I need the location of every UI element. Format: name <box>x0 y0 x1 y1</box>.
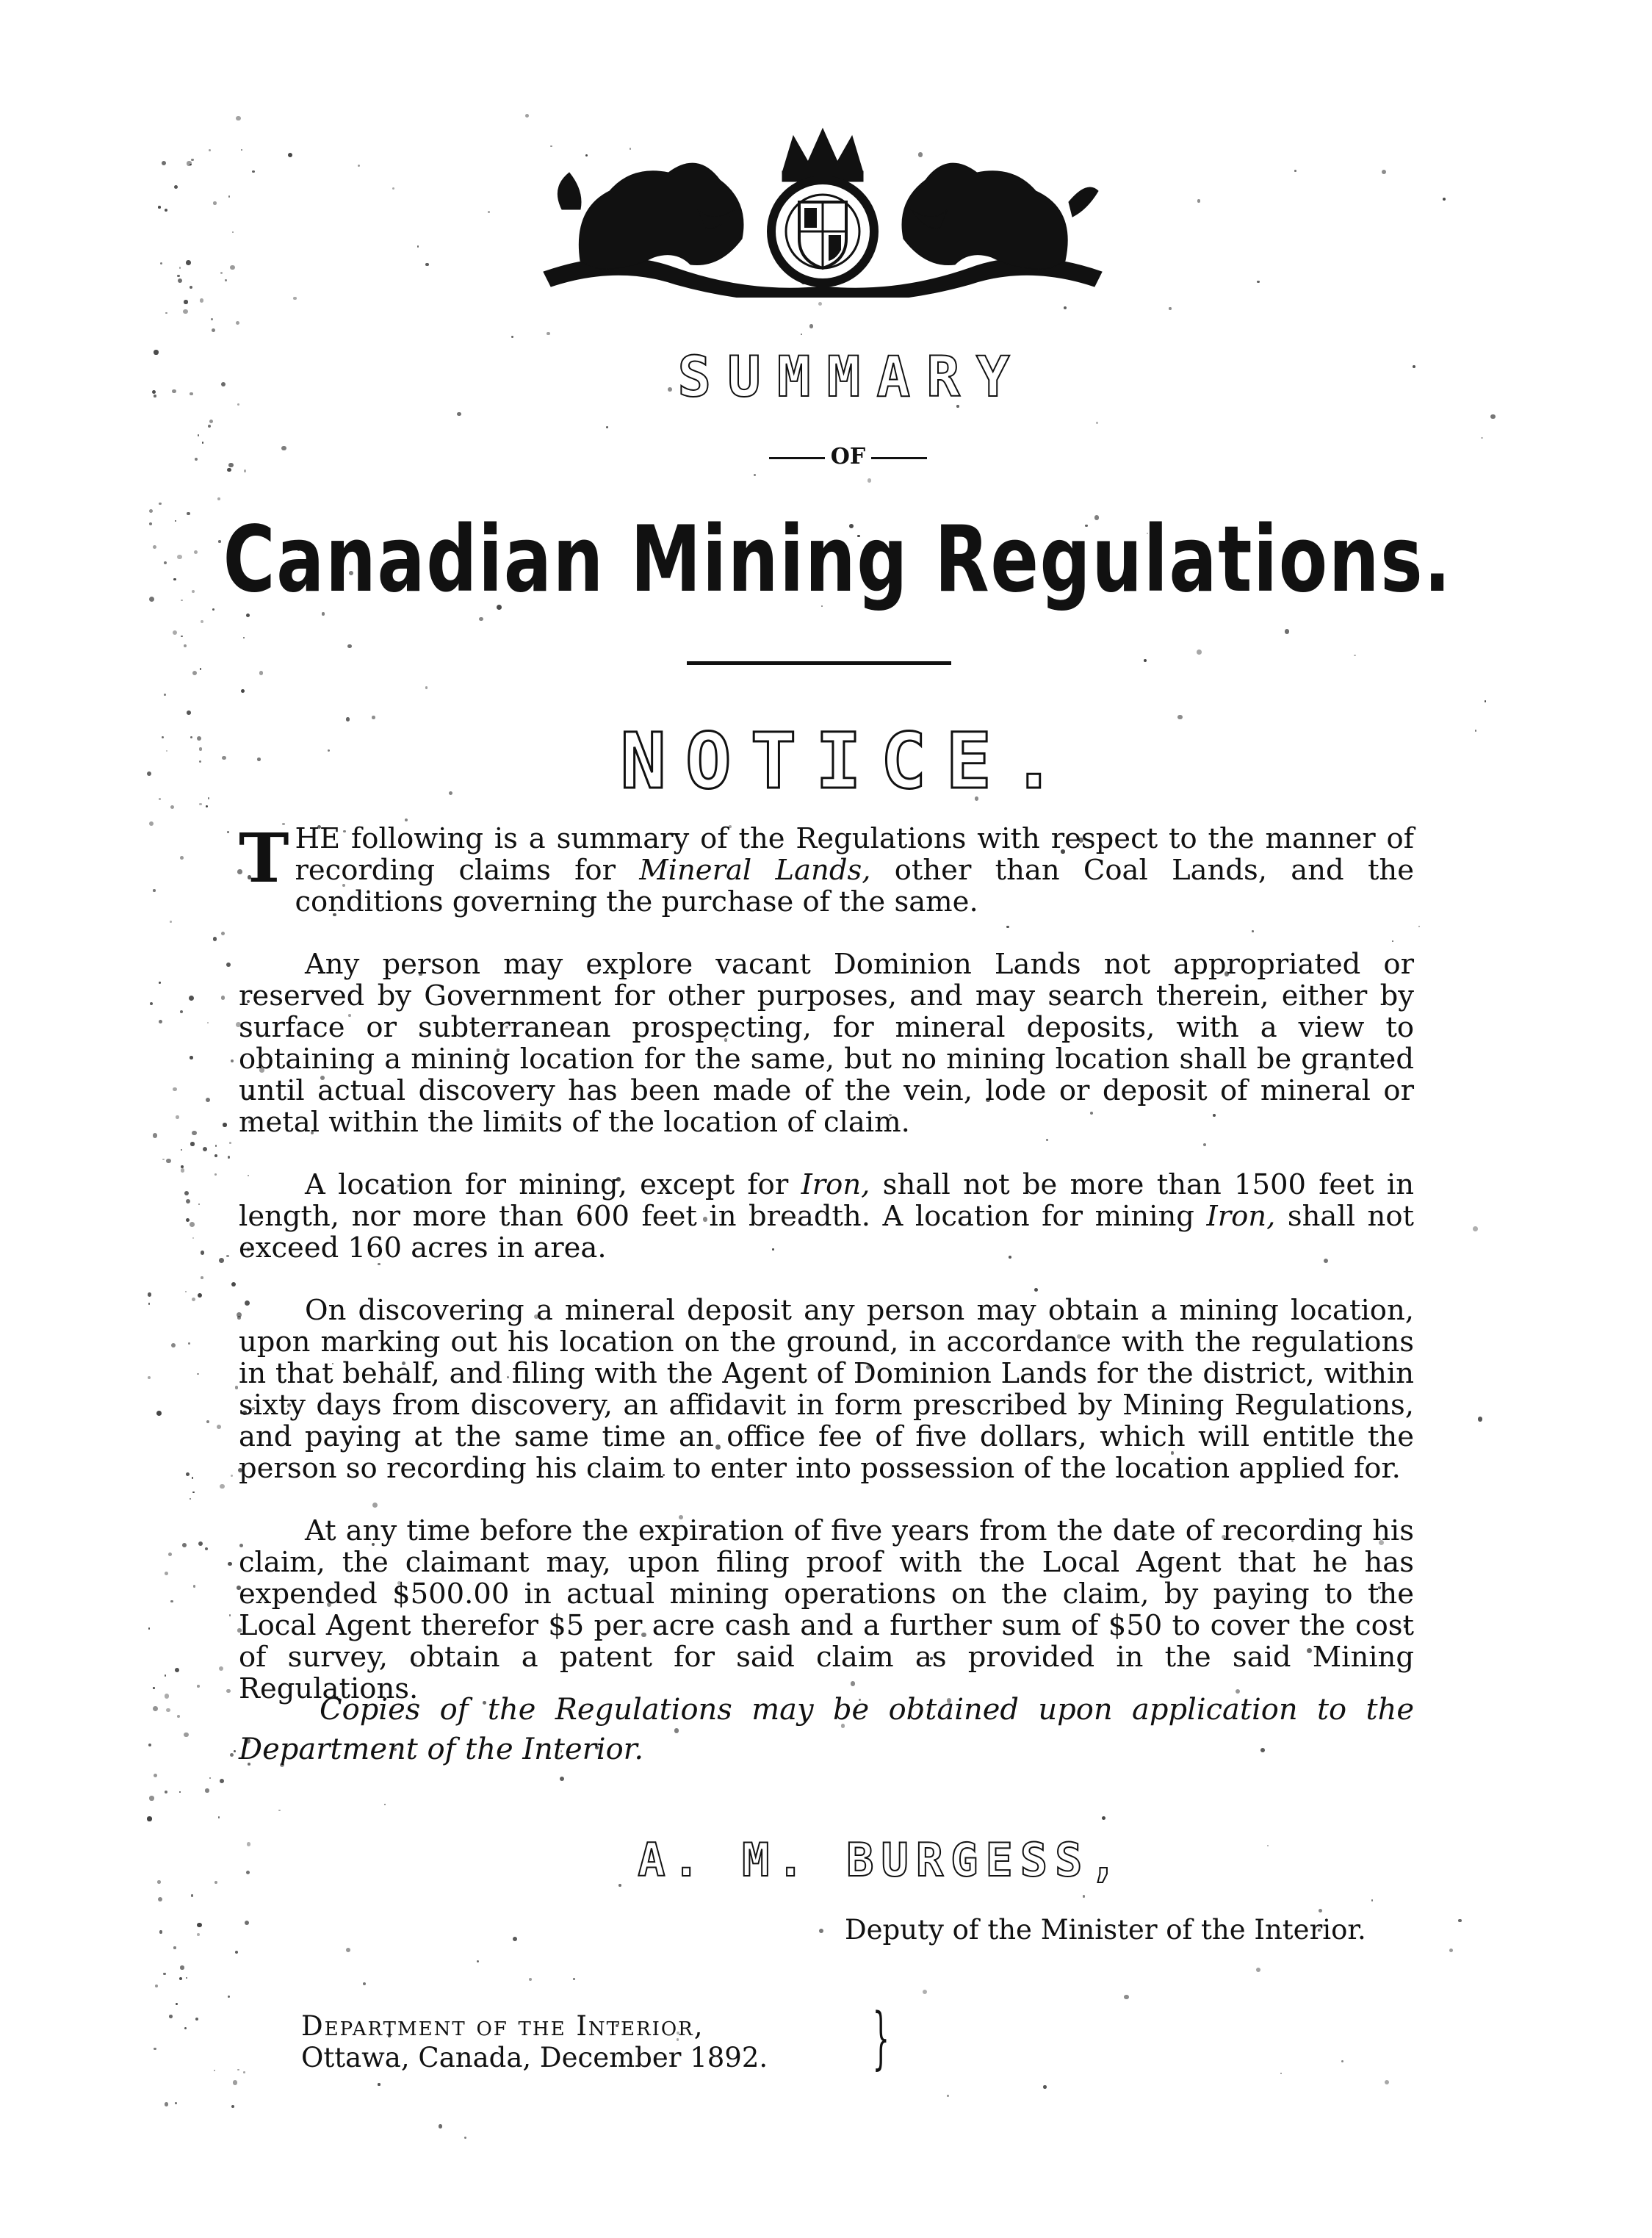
print-speck <box>190 286 192 289</box>
print-speck <box>197 1923 202 1928</box>
print-speck <box>212 328 215 332</box>
print-speck <box>153 1687 155 1689</box>
print-speck <box>220 272 223 274</box>
print-speck <box>225 279 227 281</box>
print-speck <box>190 1142 194 1145</box>
print-speck <box>215 1145 217 1147</box>
print-speck <box>405 818 408 821</box>
print-speck <box>156 1411 162 1416</box>
print-speck <box>606 426 608 428</box>
print-speck <box>1354 655 1356 657</box>
print-speck <box>232 231 234 233</box>
print-speck <box>1197 650 1202 655</box>
print-speck <box>246 614 250 617</box>
print-speck <box>1490 414 1496 420</box>
print-speck <box>183 309 188 314</box>
print-speck <box>200 298 204 303</box>
print-speck <box>219 1666 223 1671</box>
print-speck <box>166 1159 171 1164</box>
print-speck <box>1124 1995 1128 1999</box>
print-speck <box>186 1977 187 1979</box>
print-speck <box>207 1022 209 1023</box>
intro-text-b: other than Coal Lands, and the conditions governing the purchase of the same. <box>295 854 1415 918</box>
print-speck <box>226 963 231 967</box>
print-speck <box>1449 1949 1453 1952</box>
print-speck <box>148 1744 151 1746</box>
dateline-department: Department of the Interior, <box>301 2010 704 2042</box>
print-speck <box>221 996 226 1000</box>
print-speck <box>228 1156 230 1158</box>
print-speck <box>477 1960 479 1962</box>
print-speck <box>153 545 156 549</box>
print-speck <box>241 689 245 693</box>
print-speck <box>159 982 161 984</box>
print-speck <box>155 1985 158 1987</box>
print-speck <box>164 561 167 564</box>
print-speck <box>186 1218 190 1222</box>
paragraph-intro <box>239 818 1415 918</box>
print-speck <box>1371 1899 1374 1901</box>
print-speck <box>278 1810 281 1812</box>
intro-emphasis: Mineral Lands, <box>639 854 871 887</box>
print-speck <box>1385 2080 1389 2084</box>
print-speck <box>188 1342 190 1345</box>
print-speck <box>573 1978 575 1980</box>
print-speck <box>1257 281 1260 284</box>
print-speck <box>547 332 550 336</box>
print-speck <box>235 1951 238 1954</box>
print-speck <box>165 2102 168 2106</box>
print-speck <box>1280 2073 1282 2074</box>
print-speck <box>244 469 247 472</box>
print-speck <box>190 1498 191 1500</box>
print-speck <box>186 260 191 265</box>
print-speck <box>513 1937 517 1941</box>
print-speck <box>191 1894 193 1896</box>
print-speck <box>190 1056 193 1059</box>
print-speck <box>147 1816 151 1821</box>
print-speck <box>149 509 153 513</box>
print-speck <box>159 1930 163 1934</box>
print-speck <box>159 503 161 505</box>
print-speck <box>439 2124 443 2129</box>
print-speck <box>236 116 241 121</box>
print-speck <box>148 1303 150 1304</box>
print-speck <box>186 1472 190 1476</box>
print-speck <box>1064 306 1067 309</box>
print-speck <box>1294 170 1296 172</box>
print-speck <box>464 2137 466 2139</box>
print-speck <box>193 1585 195 1587</box>
print-speck <box>201 1251 204 1254</box>
of-label: OF <box>830 444 866 469</box>
print-speck <box>200 668 202 670</box>
print-speck <box>192 671 197 675</box>
print-speck <box>198 1541 203 1546</box>
copies-note: Copies of the Regulations may be obtained upon application to the Department of the Interior. <box>239 1693 1414 1766</box>
of-divider <box>0 444 1652 469</box>
print-speck <box>1144 659 1147 662</box>
print-speck <box>187 710 191 715</box>
print-speck <box>149 597 154 602</box>
print-speck <box>288 153 292 157</box>
print-speck <box>229 1142 231 1144</box>
print-speck <box>165 1791 167 1793</box>
print-speck <box>358 165 360 167</box>
print-speck <box>228 195 231 198</box>
print-speck <box>243 2071 245 2073</box>
print-speck <box>392 187 394 190</box>
print-speck <box>176 2003 178 2005</box>
print-speck <box>179 267 181 269</box>
print-speck <box>231 1059 234 1062</box>
print-speck <box>192 1492 194 1493</box>
print-speck <box>488 211 490 213</box>
print-speck <box>173 630 177 635</box>
print-speck <box>149 522 152 525</box>
print-speck <box>947 2095 949 2097</box>
print-speck <box>211 318 213 320</box>
print-speck <box>187 161 191 165</box>
print-speck <box>153 1133 157 1137</box>
print-speck <box>177 275 180 278</box>
notice-heading: NOTICE. <box>620 716 1076 806</box>
print-speck <box>560 1777 564 1781</box>
print-speck <box>201 620 203 623</box>
right-rule <box>871 457 927 459</box>
print-speck <box>192 1298 195 1301</box>
print-speck <box>203 1147 207 1151</box>
print-speck <box>228 1996 230 1998</box>
print-speck <box>1481 437 1482 439</box>
print-speck <box>1382 170 1386 174</box>
print-speck <box>214 1154 217 1157</box>
print-speck <box>195 2018 198 2021</box>
print-speck <box>219 1258 224 1263</box>
print-speck <box>229 1614 231 1616</box>
print-speck <box>425 686 428 689</box>
print-speck <box>201 1276 203 1279</box>
print-speck <box>231 2105 234 2108</box>
print-speck <box>923 1990 927 1994</box>
summary-heading: SUMMARY <box>677 344 1026 409</box>
print-speck <box>178 278 182 283</box>
signature-title: Deputy of the Minister of the Interior. <box>845 1914 1366 1946</box>
print-speck <box>1197 199 1200 202</box>
print-speck <box>162 161 166 165</box>
print-speck <box>184 2027 187 2029</box>
print-speck <box>1473 1226 1478 1231</box>
print-speck <box>148 1376 151 1379</box>
print-speck <box>165 1572 168 1575</box>
print-speck <box>213 201 217 205</box>
print-speck <box>153 1706 158 1711</box>
print-speck <box>384 1804 386 1805</box>
print-speck <box>192 1237 194 1239</box>
print-speck <box>198 434 200 436</box>
royal-coat-of-arms-icon <box>529 121 1117 298</box>
print-speck <box>243 637 245 638</box>
print-speck <box>417 245 419 248</box>
size-text-a: A location for mining, except for <box>305 1168 801 1201</box>
print-speck <box>175 2102 177 2104</box>
left-rule <box>769 457 825 459</box>
regulations-body <box>239 818 1415 1735</box>
print-speck <box>457 412 461 417</box>
print-speck <box>220 1484 225 1489</box>
print-speck <box>165 312 167 314</box>
print-speck <box>160 262 162 265</box>
print-speck <box>479 617 483 621</box>
print-speck <box>378 2083 380 2085</box>
print-speck <box>162 1159 164 1160</box>
print-speck <box>197 1933 200 1936</box>
print-speck <box>197 1685 199 1687</box>
print-speck <box>209 1777 211 1779</box>
print-speck <box>181 1168 185 1173</box>
print-speck <box>819 1929 823 1933</box>
print-speck <box>235 1386 238 1389</box>
print-speck <box>1319 1909 1322 1913</box>
print-speck <box>184 1191 189 1195</box>
size-emphasis-2: Iron, <box>1206 1200 1276 1233</box>
print-speck <box>191 159 194 162</box>
print-speck <box>209 420 213 423</box>
print-speck <box>223 1123 226 1126</box>
print-speck <box>1043 2085 1047 2089</box>
print-speck <box>801 334 802 335</box>
print-speck <box>868 478 871 482</box>
print-speck <box>148 1627 150 1629</box>
print-speck <box>165 209 167 212</box>
print-speck <box>241 149 242 151</box>
print-speck <box>181 1149 182 1151</box>
drop-cap: T <box>239 818 289 898</box>
print-speck <box>158 1897 162 1901</box>
print-speck <box>1169 307 1171 309</box>
print-speck <box>236 321 239 325</box>
print-speck <box>192 1131 197 1136</box>
print-speck <box>220 1779 224 1783</box>
print-speck <box>198 1293 202 1298</box>
brace-icon: } <box>872 1998 890 2077</box>
print-speck <box>233 2080 238 2085</box>
paragraph-location-size <box>239 1169 1414 1264</box>
print-speck <box>180 856 184 860</box>
print-speck <box>171 1343 176 1348</box>
print-speck <box>174 185 178 190</box>
print-speck <box>177 1715 180 1718</box>
print-speck <box>209 149 211 151</box>
print-speck <box>231 1475 233 1477</box>
print-speck <box>234 1750 236 1752</box>
print-speck <box>818 302 822 306</box>
print-speck <box>170 921 172 923</box>
print-speck <box>245 1921 249 1925</box>
print-speck <box>181 636 182 637</box>
print-speck <box>192 1477 193 1478</box>
print-speck <box>230 265 234 270</box>
print-speck <box>1485 700 1486 702</box>
print-speck <box>226 1255 228 1257</box>
signature-name: A. M. BURGESS, <box>638 1833 1125 1887</box>
print-speck <box>1102 1816 1105 1820</box>
print-speck <box>217 497 220 500</box>
print-speck <box>166 1708 170 1713</box>
intro-text-a: HE following is a summary of the Regulations with respect to the manner of recording claims for <box>295 822 1414 887</box>
print-speck <box>1096 422 1098 424</box>
print-speck <box>173 1087 176 1091</box>
print-speck <box>1458 1919 1462 1923</box>
print-speck <box>168 1552 172 1556</box>
print-speck <box>221 932 225 935</box>
print-speck <box>1285 629 1290 634</box>
print-speck <box>525 114 530 118</box>
print-speck <box>175 1668 179 1672</box>
print-speck <box>511 336 513 338</box>
print-speck <box>154 2048 156 2051</box>
print-speck <box>173 578 176 580</box>
size-text-c: shall not exceed 160 acres in area. <box>239 1200 1415 1264</box>
print-speck <box>198 1203 200 1205</box>
print-speck <box>165 1694 169 1698</box>
print-speck <box>252 170 255 173</box>
print-speck <box>217 1425 221 1429</box>
title-rule <box>687 661 951 665</box>
print-speck <box>529 1978 532 1981</box>
print-speck <box>185 1291 187 1292</box>
print-speck <box>170 1600 173 1602</box>
size-text-b: shall not be more than 1500 feet in length, nor more than 600 feet in breadth. A location for mining <box>239 1168 1415 1233</box>
print-speck <box>179 1977 182 1980</box>
print-speck <box>1341 2060 1343 2062</box>
dateline <box>301 2010 768 2073</box>
dateline-place-date: Ottawa, Canada, December 1892. <box>301 2042 768 2073</box>
print-speck <box>205 1788 209 1792</box>
print-speck <box>184 1733 189 1738</box>
print-speck <box>173 1946 176 1949</box>
page-title: Canadian Mining Regulations. <box>223 507 1452 613</box>
paragraph-recording: On discovering a mineral deposit any person may obtain a mining location, upon marking out his location on the ground, in accordance with the regulations in that behalf, and filing with the Agent of Dominion Lands for the district, within sixty days from discovery, an affidavit in form prescribed by Mining Regulations, and paying at the same time an office fee of five dollars, which will entitle the person so recording his claim to enter into possession of the location applied for. <box>239 1294 1414 1485</box>
print-speck <box>231 1282 236 1287</box>
print-speck <box>227 831 229 833</box>
paragraph-exploration: Any person may explore vacant Dominion Lands not appropriated or reserved by Government for other purposes, and may search therein, either by surface or subterranean prospecting, for mineral deposits, with a view to obtaining a mining location for the same, but no mining location shall be granted until actual discovery has been made of the vein, lode or deposit of mineral or metal within the limits of the location of claim. <box>239 948 1414 1139</box>
print-speck <box>182 1543 187 1547</box>
print-speck <box>1256 1968 1260 1972</box>
print-speck <box>1418 926 1420 927</box>
print-speck <box>153 889 156 892</box>
print-speck <box>214 1173 217 1176</box>
print-speck <box>293 297 296 300</box>
print-speck <box>159 1020 162 1023</box>
print-speck <box>347 644 352 649</box>
print-speck <box>169 2015 173 2018</box>
size-emphasis-1: Iron, <box>801 1168 870 1201</box>
print-speck <box>176 1115 178 1118</box>
print-speck <box>163 1973 166 1976</box>
print-speck <box>1443 198 1446 201</box>
print-speck <box>230 1753 234 1757</box>
print-speck <box>164 694 166 696</box>
print-speck <box>190 1222 195 1227</box>
print-speck <box>180 1010 183 1013</box>
print-speck <box>809 324 814 328</box>
print-speck <box>208 425 211 428</box>
print-speck <box>189 996 194 1001</box>
print-speck <box>259 671 264 675</box>
print-speck <box>154 1774 157 1777</box>
print-speck <box>346 1948 350 1952</box>
print-speck <box>1478 1417 1483 1422</box>
print-speck <box>184 644 187 647</box>
print-speck <box>363 1982 367 1986</box>
print-speck <box>214 2070 216 2072</box>
print-speck <box>180 1965 184 1969</box>
print-speck <box>158 206 161 209</box>
print-speck <box>218 1816 220 1818</box>
print-speck <box>179 1791 181 1793</box>
print-speck <box>1083 1895 1086 1898</box>
print-speck <box>149 821 154 826</box>
print-speck <box>184 300 187 303</box>
print-speck <box>149 1796 154 1800</box>
print-speck <box>754 474 756 476</box>
print-speck <box>175 520 177 522</box>
print-speck <box>226 1689 231 1694</box>
paragraph-patent: At any time before the expiration of five years from the date of recording his claim, the claimant may, upon filing proof with the Local Agent that he has expended $500.00 in actual mining operations on the claim, by paying to the Local Agent therefor $5 per acre cash and a further sum of $50 to cover the cost of survey, obtain a patent for said claim as provided in the said Mining Regulations. <box>239 1514 1414 1705</box>
print-speck <box>150 1002 153 1005</box>
print-speck <box>197 1373 199 1375</box>
print-speck <box>148 1292 151 1296</box>
print-speck <box>213 937 217 941</box>
print-speck <box>206 1420 209 1423</box>
print-speck <box>237 2069 239 2070</box>
print-speck <box>186 1199 190 1203</box>
print-speck <box>205 1547 208 1550</box>
print-speck <box>165 1674 167 1677</box>
print-speck <box>228 1562 231 1566</box>
print-speck <box>425 263 428 266</box>
print-speck <box>206 1098 210 1102</box>
